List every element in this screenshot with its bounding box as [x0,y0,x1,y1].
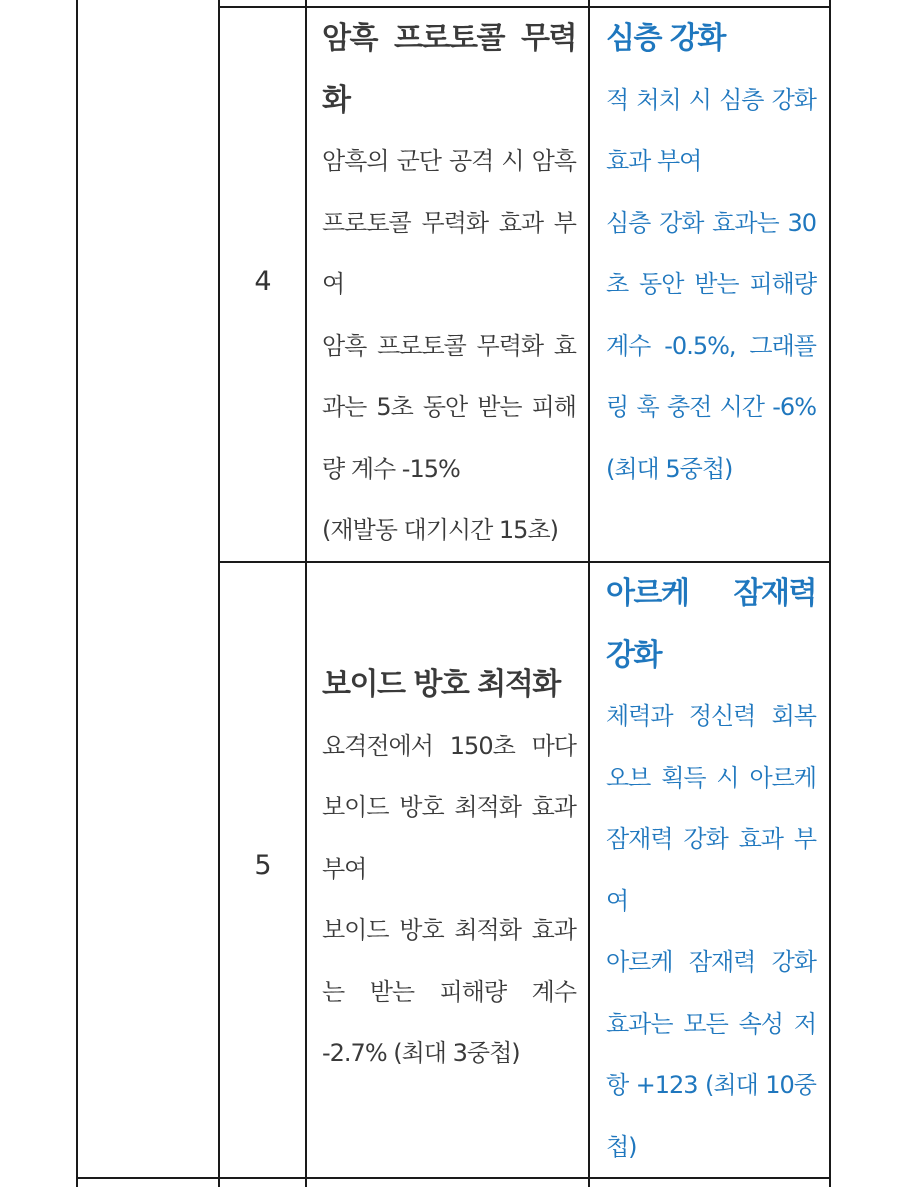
table-border-left [76,0,78,1187]
effect-title: 암흑 프로토콜 무력화 [322,21,576,118]
bonus-title: 아르케 잠재력 강화 [606,576,816,673]
effect-cell-row-4 [322,8,576,562]
effect-title: 보이드 방호 최적화 [322,667,560,702]
effect-cell-row-5 [322,654,576,1085]
cooldown-note: (재발동 대기시간 15초) [322,516,558,544]
bonus-description: 아르케 잠재력 강화 효과는 모든 속성 저항 +123 (최대 10중첩) [606,948,816,1161]
row-number-4: 4 [254,266,272,297]
bonus-description: 심층 강화 효과는 30초 동안 받는 피해량 계수 -0.5%, 그래플링 훅 충전 시간 -6% (최대 5중첩) [606,208,816,483]
effect-description: 암흑 프로토콜 무력화 효과는 5초 동안 받는 피해량 계수 -15% [322,331,576,483]
bonus-title: 심층 강화 [606,21,725,56]
effect-description: 보이드 방호 최적화 효과는 받는 피해량 계수 -2.7% (최대 3중첩) [322,916,576,1067]
table-border-right [829,0,831,1187]
bonus-description: 적 처치 시 심층 강화 효과 부여 [606,85,816,175]
effect-description: 암흑의 군단 공격 시 암흑 프로토콜 무력화 효과 부여 [322,147,576,298]
bonus-description: 체력과 정신력 회복 오브 획득 시 아르케 잠재력 강화 효과 부여 [606,702,816,915]
table-divider-3 [588,0,590,1187]
table-divider-2 [305,0,307,1187]
bonus-cell-row-5 [606,563,816,1178]
table-divider-1 [218,0,220,1187]
bonus-cell-row-4 [606,8,816,500]
row-number-5: 5 [254,850,272,881]
effect-description: 요격전에서 150초 마다 보이드 방호 최적화 효과 부여 [322,731,576,883]
